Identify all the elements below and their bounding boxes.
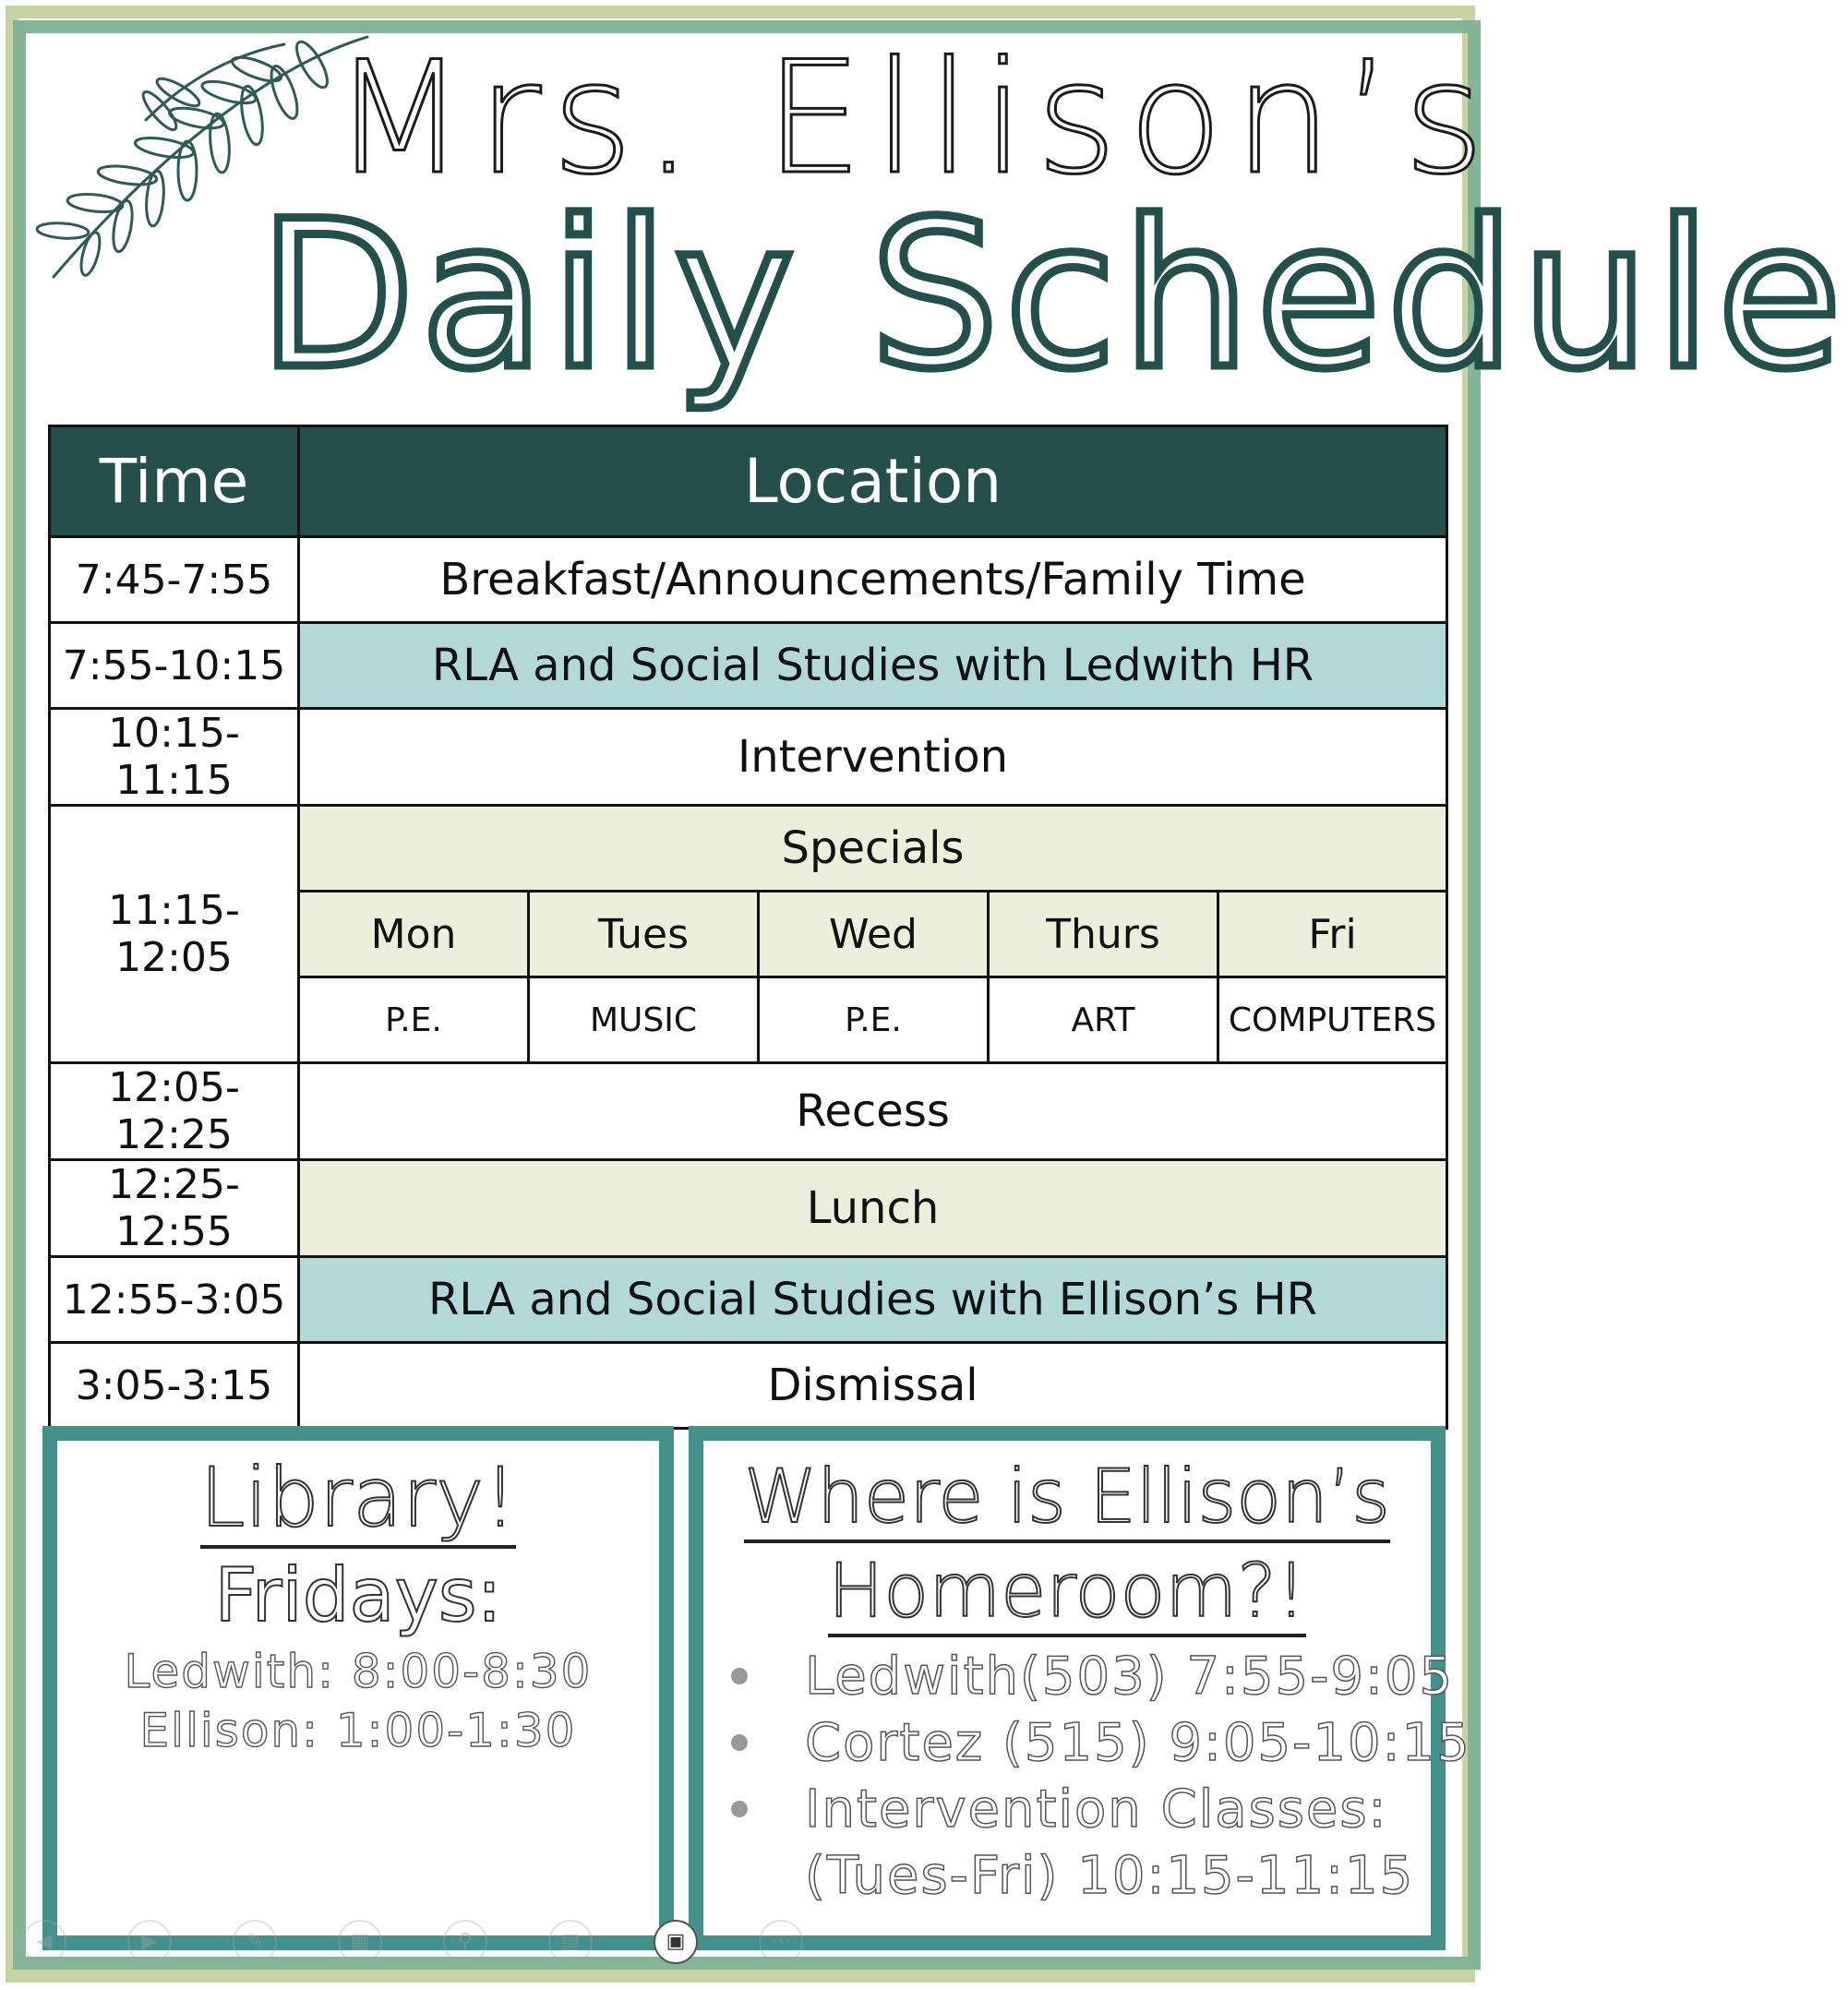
specials-day: Tues — [529, 892, 759, 977]
bullet-icon — [731, 1801, 748, 1817]
row-activity: Lunch — [299, 1160, 1447, 1257]
table-row — [50, 1160, 1447, 1257]
title-line-2: Daily Schedule — [258, 177, 1848, 413]
homeroom-title-line-1: Where is Ellison’s — [703, 1450, 1431, 1544]
row-time: 11:15-12:05 — [50, 806, 299, 1063]
table-row — [50, 709, 1447, 806]
row-activity: Specials — [299, 806, 1447, 892]
list-item: Intervention Classes: — [722, 1777, 1431, 1843]
bullet-icon — [731, 1734, 748, 1751]
specials-subject: COMPUTERS — [1218, 977, 1447, 1063]
row-activity: Intervention — [299, 709, 1447, 806]
list-item-continuation: (Tues-Fri) 10:15-11:15 — [805, 1846, 1415, 1906]
list-item: Ledwith(503) 7:55-9:05 — [722, 1644, 1431, 1710]
bullet-icon — [731, 1668, 748, 1684]
row-activity: RLA and Social Studies with Ledwith HR — [299, 623, 1447, 709]
homeroom-list — [703, 1644, 1471, 1910]
row-activity: Recess — [299, 1063, 1447, 1160]
prev-icon[interactable]: ◀ — [22, 1920, 66, 1964]
title-line-1: Mrs. Ellison’s — [332, 28, 1496, 209]
slides-icon[interactable]: ▦ — [338, 1920, 382, 1964]
specials-day: Wed — [759, 892, 989, 977]
header-time: Time — [50, 426, 299, 537]
specials-day: Mon — [299, 892, 529, 977]
table-header-row — [50, 426, 1447, 537]
library-title: Library! — [57, 1450, 659, 1546]
subtitles-icon[interactable]: ▤ — [548, 1920, 593, 1964]
row-time: 7:55-10:15 — [50, 623, 299, 709]
row-activity: RLA and Social Studies with Ellison’s HR — [299, 1257, 1447, 1343]
row-time: 12:05-12:25 — [50, 1063, 299, 1160]
row-time: 3:05-3:15 — [50, 1343, 299, 1429]
specials-day: Fri — [1218, 892, 1447, 977]
specials-subject: P.E. — [759, 977, 989, 1063]
homeroom-box — [689, 1426, 1471, 1950]
row-time: 10:15-11:15 — [50, 709, 299, 806]
library-subtitle: Fridays: — [214, 1552, 502, 1638]
library-line: Ellison: 1:00-1:30 — [139, 1704, 577, 1757]
row-time: 12:55-3:05 — [50, 1257, 299, 1343]
library-line: Ledwith: 8:00-8:30 — [124, 1645, 593, 1698]
zoom-icon[interactable]: ⚲ — [443, 1920, 487, 1964]
more-icon[interactable]: ⋯ — [759, 1920, 803, 1964]
specials-subject: MUSIC — [529, 977, 759, 1063]
specials-subject: ART — [989, 977, 1218, 1063]
table-row — [50, 537, 1447, 623]
table-row — [50, 1257, 1447, 1343]
specials-day: Thurs — [989, 892, 1218, 977]
camera-icon[interactable]: ▣ — [654, 1920, 698, 1964]
presentation-toolbar — [22, 1920, 816, 1966]
specials-subject: P.E. — [299, 977, 529, 1063]
row-time: 7:45-7:55 — [50, 537, 299, 623]
row-activity: Breakfast/Announcements/Family Time — [299, 537, 1447, 623]
library-box — [42, 1426, 674, 1950]
schedule-table — [48, 425, 1448, 1430]
row-activity: Dismissal — [299, 1343, 1447, 1429]
table-row — [50, 1063, 1447, 1160]
table-row — [50, 806, 1447, 892]
pen-icon[interactable]: ✎ — [233, 1920, 277, 1964]
table-row — [50, 623, 1447, 709]
table-row — [50, 1343, 1447, 1429]
list-item: Cortez (515) 9:05-10:15 — [722, 1710, 1431, 1777]
row-time: 12:25-12:55 — [50, 1160, 299, 1257]
header-location: Location — [299, 426, 1447, 537]
play-icon[interactable]: ▶ — [127, 1920, 172, 1964]
homeroom-title-line-2: Homeroom?! — [703, 1544, 1431, 1638]
